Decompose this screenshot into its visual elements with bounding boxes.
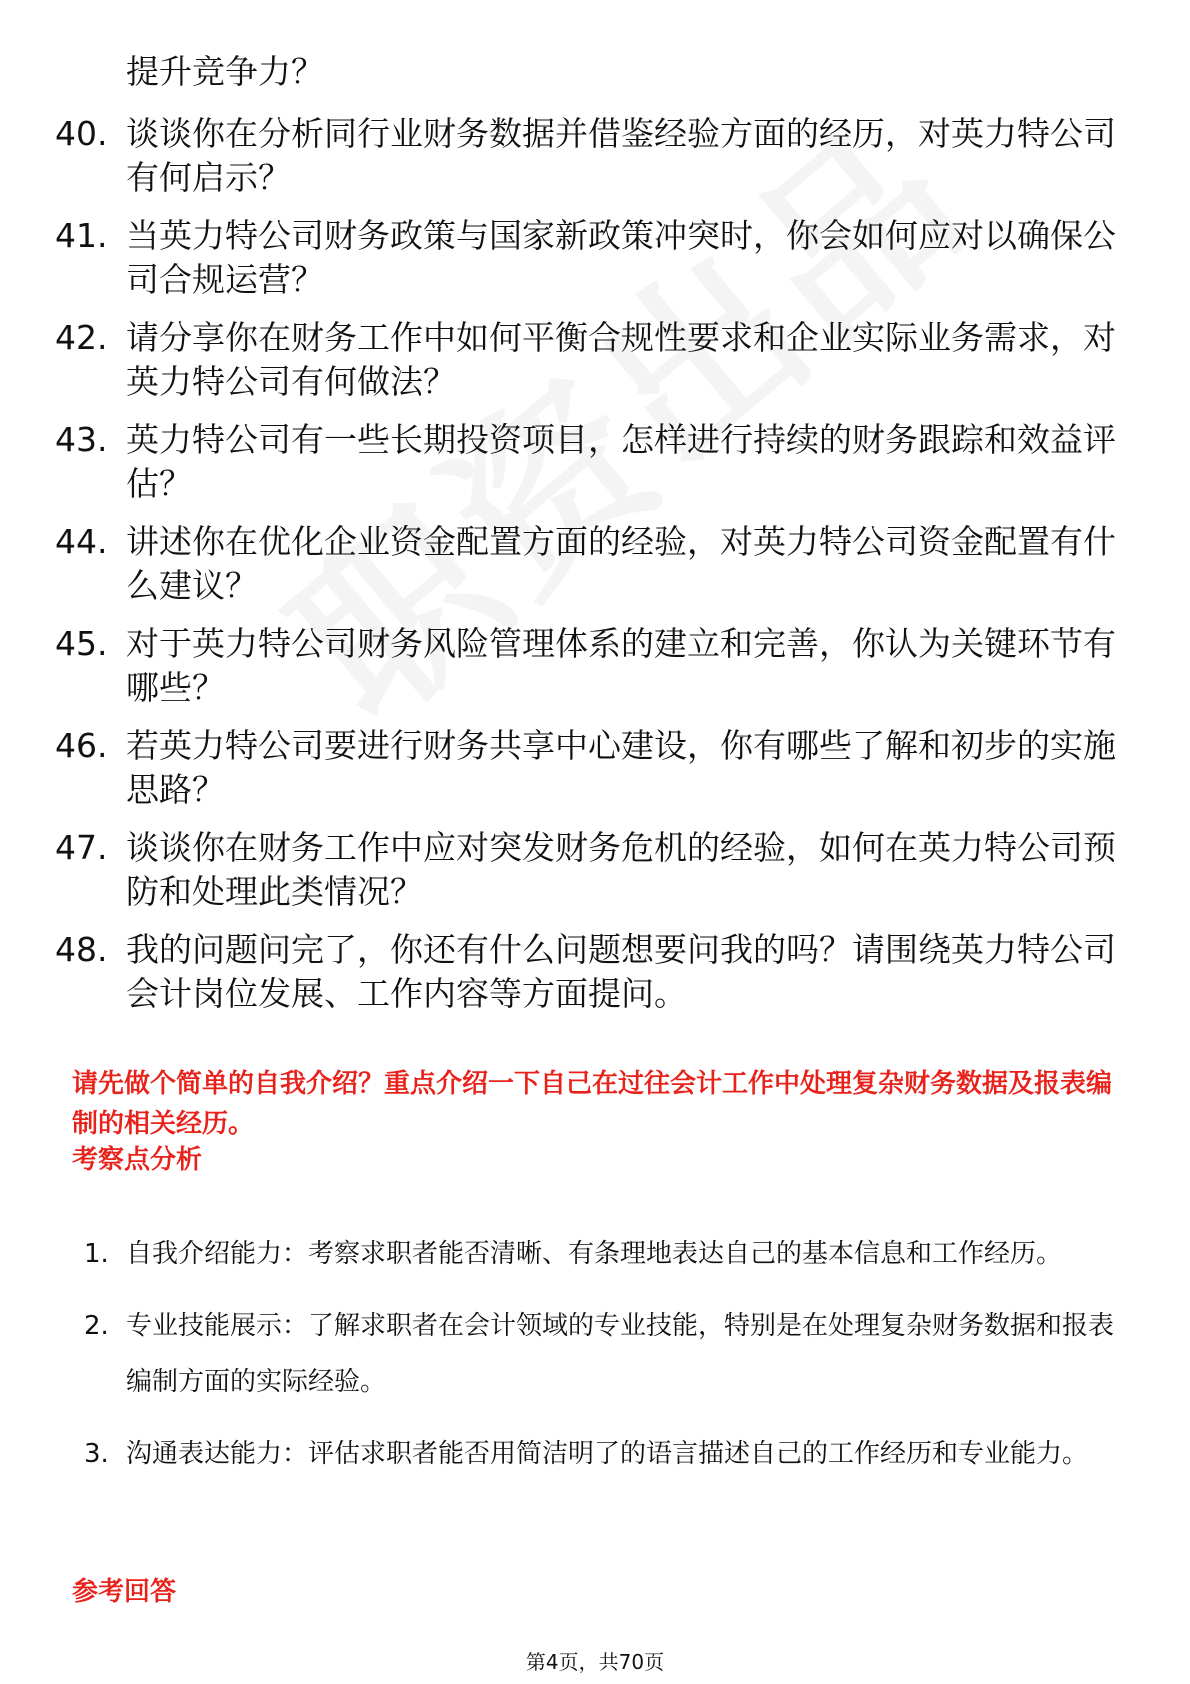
analysis-text: 专业技能展示：了解求职者在会计领域的专业技能，特别是在处理复杂财务数据和报表编制方面的实际经验。 — [126, 1311, 1115, 1397]
question-text: 请分享你在财务工作中如何平衡合规性要求和企业实际业务需求，对英力特公司有何做法？ — [126, 318, 1116, 401]
question-item — [55, 826, 1135, 914]
question-item — [55, 928, 1135, 1016]
question-number: 47. — [55, 828, 108, 867]
question-text: 讲述你在优化企业资金配置方面的经验，对英力特公司资金配置有什么建议？ — [126, 522, 1116, 605]
question-text: 谈谈你在财务工作中应对突发财务危机的经验，如何在英力特公司预防和处理此类情况？ — [126, 828, 1116, 911]
page-footer: 第4页，共70页 — [525, 1650, 665, 1674]
question-number: 41. — [55, 216, 108, 255]
analysis-number: 2. — [84, 1311, 109, 1341]
question-text: 我的问题问完了，你还有什么问题想要问我的吗？请围绕英力特公司会计岗位发展、工作内容等方面提问。 — [126, 930, 1116, 1013]
question-number: 48. — [55, 930, 108, 969]
question-number: 46. — [55, 726, 108, 765]
question-item — [55, 316, 1135, 404]
question-item — [55, 724, 1135, 812]
analysis-number: 1. — [84, 1239, 109, 1269]
continued-question-line: 提升竞争力？ — [126, 52, 324, 91]
question-text: 谈谈你在分析同行业财务数据并借鉴经验方面的经历，对英力特公司有何启示？ — [126, 114, 1116, 197]
question-item — [55, 622, 1135, 710]
question-number: 43. — [55, 420, 108, 459]
question-number: 42. — [55, 318, 108, 357]
question-text: 英力特公司有一些长期投资项目，怎样进行持续的财务跟踪和效益评估？ — [126, 420, 1116, 503]
question-list — [55, 112, 1135, 1030]
question-number: 44. — [55, 522, 108, 561]
analysis-text: 沟通表达能力：评估求职者能否用简洁明了的语言描述自己的工作经历和专业能力。 — [126, 1439, 1089, 1469]
analysis-list — [84, 1226, 1134, 1498]
question-item — [55, 112, 1135, 200]
highlight-question: 请先做个简单的自我介绍？重点介绍一下自己在过往会计工作中处理复杂财务数据及报表编制的相关经历。 — [72, 1069, 1113, 1139]
question-item — [55, 418, 1135, 506]
analysis-text: 自我介绍能力：考察求职者能否清晰、有条理地表达自己的基本信息和工作经历。 — [126, 1239, 1063, 1269]
analysis-heading: 考察点分析 — [72, 1145, 203, 1175]
reference-heading: 参考回答 — [72, 1577, 177, 1607]
analysis-item — [84, 1298, 1134, 1410]
analysis-number: 3. — [84, 1439, 109, 1469]
question-number: 45. — [55, 624, 108, 663]
question-text: 对于英力特公司财务风险管理体系的建立和完善，你认为关键环节有哪些？ — [126, 624, 1116, 707]
question-number: 40. — [55, 114, 108, 153]
question-text: 若英力特公司要进行财务共享中心建设，你有哪些了解和初步的实施思路？ — [126, 726, 1116, 809]
question-text: 当英力特公司财务政策与国家新政策冲突时，你会如何应对以确保公司合规运营？ — [126, 216, 1116, 299]
question-item — [55, 214, 1135, 302]
analysis-item — [84, 1226, 1134, 1282]
analysis-item — [84, 1426, 1134, 1482]
question-item — [55, 520, 1135, 608]
